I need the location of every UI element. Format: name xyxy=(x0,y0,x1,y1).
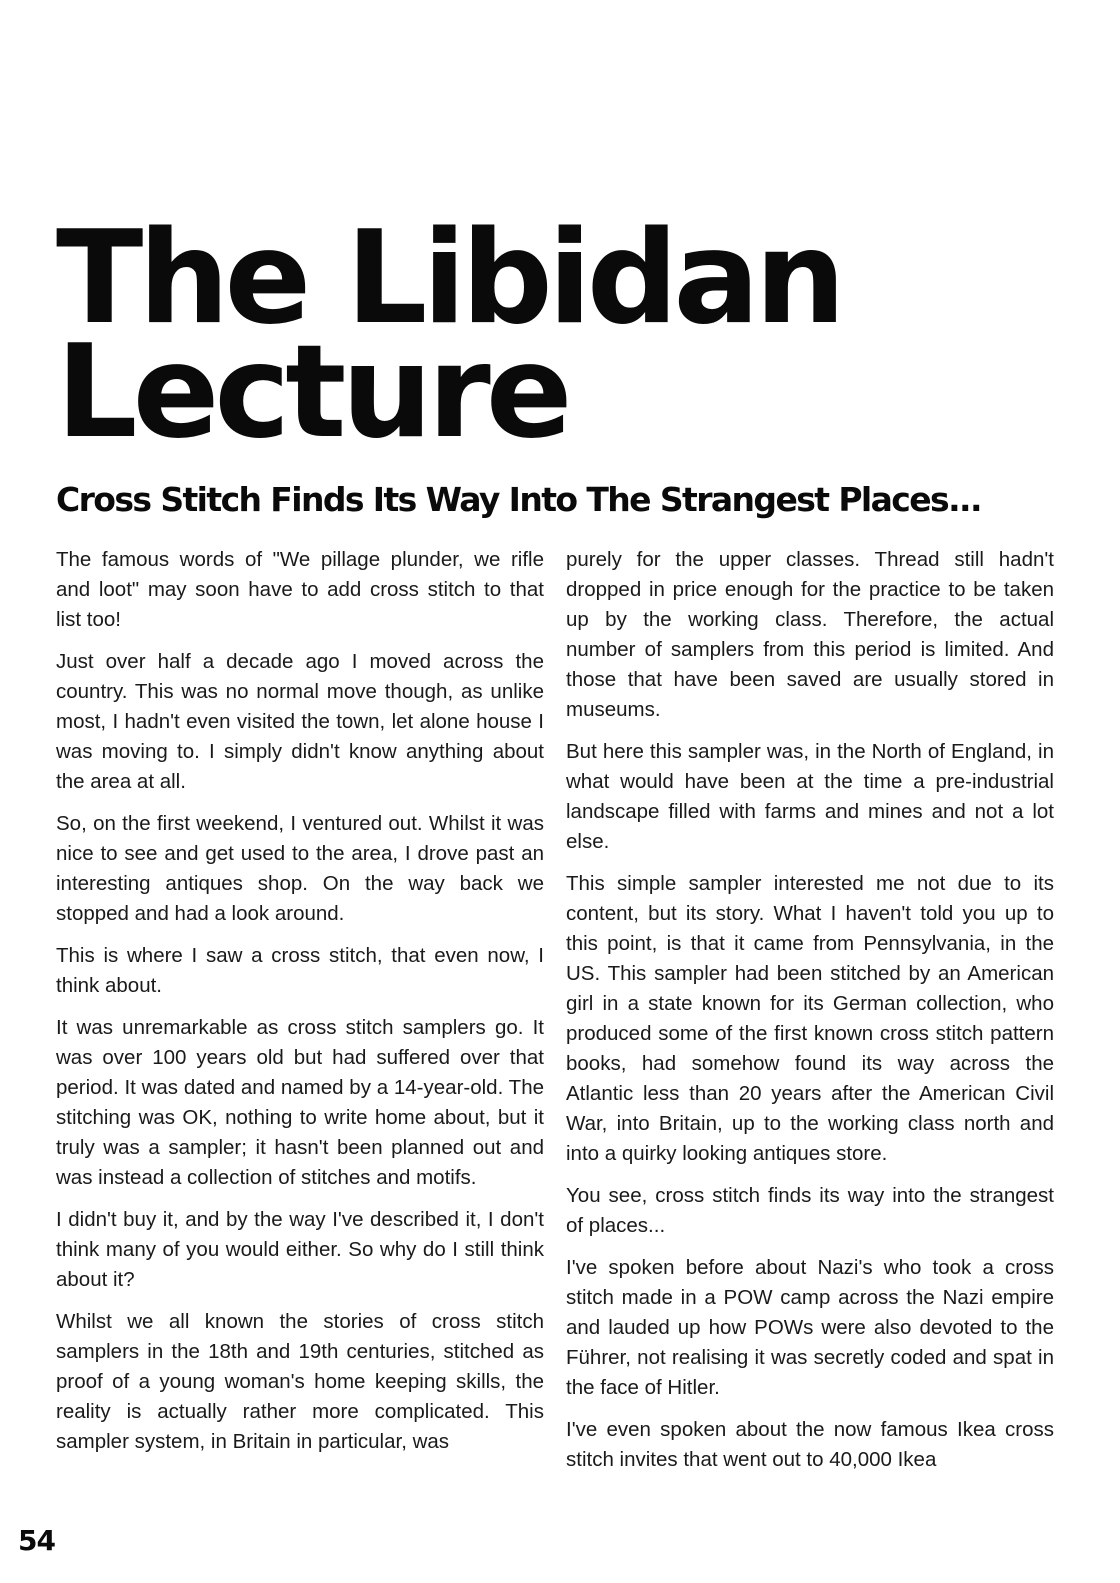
body-paragraph: This is where I saw a cross stitch, that even now, I think about. xyxy=(56,944,544,997)
page-number: 54 xyxy=(18,1524,55,1557)
body-paragraph: I've even spoken about the now famous Ikea cross stitch invites that went out to 40,000 Ikea xyxy=(566,1418,1054,1471)
body-paragraph: purely for the upper classes. Thread still hadn't dropped in price enough for the practice to be taken up by the working class. Therefore, the actual number of samplers from this period is limited. And those that have been saved are usually stored in museums. xyxy=(566,548,1054,721)
body-paragraph: It was unremarkable as cross stitch samplers go. It was over 100 years old but had suffered over that period. It was dated and named by a 14-year-old. The stitching was OK, nothing to write home about, but it truly was a sampler; it hasn't been planned out and was instead a collection of stitches and motifs. xyxy=(56,1016,544,1189)
body-paragraph: I've spoken before about Nazi's who took a cross stitch made in a POW camp across the Nazi empire and lauded up how POWs were also devoted to the Führer, not realising it was secretly coded and spat in the face of Hitler. xyxy=(566,1256,1054,1399)
right-text-column xyxy=(566,545,1054,1487)
body-paragraph: Whilst we all known the stories of cross stitch samplers in the 18th and 19th centuries, stitched as proof of a young woman's home keeping skills, the reality is actually rather more complicated. This sampler system, in Britain in particular, was xyxy=(56,1310,544,1453)
article-title xyxy=(56,204,1056,467)
body-paragraph: You see, cross stitch finds its way into the strangest of places... xyxy=(566,1184,1054,1237)
article-subtitle: Cross Stitch Finds Its Way Into The Strangest Places... xyxy=(56,480,981,519)
body-paragraph: I didn't buy it, and by the way I've described it, I don't think many of you would either. So why do I still think about it? xyxy=(56,1208,544,1291)
article-title-line-1: The Libidan xyxy=(56,204,841,353)
article-title-line-2: Lecture xyxy=(56,318,568,467)
left-text-column xyxy=(56,545,544,1469)
body-paragraph: So, on the first weekend, I ventured out. Whilst it was nice to see and get used to the area, I drove past an interesting antiques shop. On the way back we stopped and had a look around. xyxy=(56,812,544,925)
body-paragraph: The famous words of "We pillage plunder, we rifle and loot" may soon have to add cross stitch to that list too! xyxy=(56,548,544,631)
body-paragraph: But here this sampler was, in the North of England, in what would have been at the time a pre-industrial landscape filled with farms and mines and not a lot else. xyxy=(566,740,1054,853)
body-paragraph: This simple sampler interested me not due to its content, but its story. What I haven't told you up to this point, is that it came from Pennsylvania, in the US. This sampler had been stitched by an American girl in a state known for its German collection, who produced some of the first known cross stitch pattern books, had somehow found its way across the Atlantic less than 20 years after the American Civil War, into Britain, up to the working class north and into a quirky looking antiques store. xyxy=(566,872,1054,1165)
body-paragraph: Just over half a decade ago I moved across the country. This was no normal move though, as unlike most, I hadn't even visited the town, let alone house I was moving to. I simply didn't know anything about the area at all. xyxy=(56,650,544,793)
